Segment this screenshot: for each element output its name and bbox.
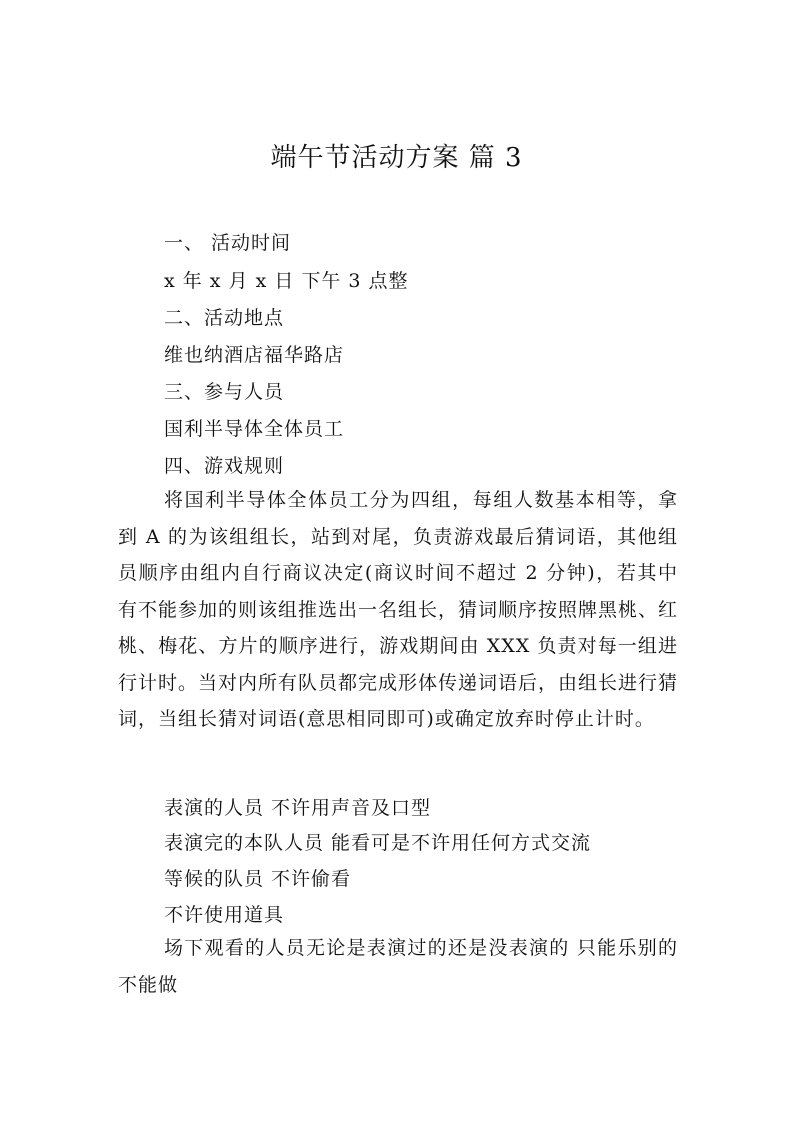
rule-item: 等候的队员 不许偷看	[164, 868, 352, 890]
rule-item: 表演完的本队人员 能看可是不许用任何方式交流	[164, 832, 592, 854]
section-heading-location: 二、活动地点	[164, 307, 285, 329]
closing-paragraph: 场下观看的人员无论是表演过的还是没表演的 只能乐别的不能做	[118, 937, 678, 996]
document-title: 端午节活动方案 篇 3	[270, 143, 523, 173]
activity-time-value: x 年 x 月 x 日 下午 3 点整	[164, 270, 409, 292]
activity-location-value: 维也纳酒店福华路店	[164, 344, 345, 366]
section-heading-time: 一、 活动时间	[164, 232, 292, 254]
participants-value: 国利半导体全体员工	[164, 418, 345, 440]
section-heading-rules: 四、游戏规则	[164, 455, 285, 477]
rules-paragraph: 将国利半导体全体员工分为四组，每组人数基本相等，拿到 A 的为该组组长，站到对尾，负责游戏最后猜词语，其他组员顺序由组内自行商议决定(商议时间不超过 2 分钟)，若其中有不能参加的则该组推选出一名组长，猜词顺序按照牌黑桃、红桃、梅花、方片的顺序进行，游戏期间由 XXX 负责对每一组进行计时。当对内所有队员都完成形体传递词语后，由组长进行猜词，当组长猜对词语(意思相同即可)或确定放弃时停止计时。	[118, 489, 679, 730]
section-heading-participants: 三、参与人员	[164, 381, 285, 403]
rule-item: 表演的人员 不许用声音及口型	[164, 797, 432, 819]
rule-item: 不许使用道具	[164, 904, 285, 926]
